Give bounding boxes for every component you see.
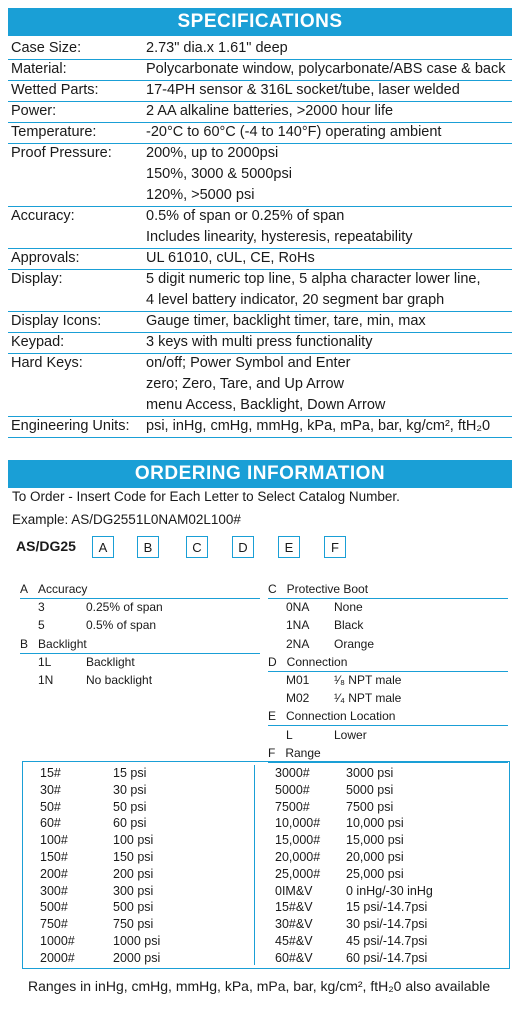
option-group-letter: A (20, 582, 29, 596)
range-description: 750 psi (113, 917, 154, 932)
range-description: 500 psi (113, 900, 154, 915)
range-code: 150# (40, 850, 68, 864)
range-code: 15#&V (275, 900, 313, 915)
range-description: 200 psi (113, 866, 154, 881)
code-letter-box: B (137, 536, 159, 558)
option-group-name: Connection Location (286, 709, 396, 724)
option-description: No backlight (86, 673, 153, 687)
option-description: ¹⁄₈ NPT male (334, 673, 402, 687)
spec-value (146, 206, 413, 248)
range-description: 3000 psi (346, 766, 394, 780)
range-description: 1000 psi (113, 934, 161, 948)
code-letter-box: A (92, 536, 114, 558)
range-description: 60 psi (113, 816, 147, 831)
range-code: 25,000# (275, 866, 321, 881)
option-description: Lower (334, 727, 367, 742)
range-code: 200# (40, 866, 68, 881)
spec-value-line: Gauge timer, backlight timer, tare, min, max (146, 313, 426, 329)
option-description: ¹⁄₄ NPT male (334, 691, 402, 706)
spec-value (146, 143, 292, 206)
spec-label: Proof Pressure: (11, 145, 112, 161)
spec-value-line: on/off; Power Symbol and Enter (146, 355, 351, 371)
spec-label: Approvals: (11, 250, 80, 266)
range-divider (254, 765, 255, 965)
option-group-header (268, 580, 508, 599)
spec-value-line: 0.5% of span or 0.25% of span (146, 208, 345, 224)
range-description: 0 inHg/-30 inHg (346, 883, 433, 898)
spec-value (146, 269, 480, 311)
spec-value (146, 332, 372, 353)
spec-value-line: 2.73" dia.x 1.61" deep (146, 40, 288, 56)
spec-value (146, 59, 506, 80)
range-code: 7500# (275, 799, 310, 814)
range-description: 30 psi (113, 782, 147, 797)
range-description: 7500 psi (346, 799, 394, 814)
spec-value-line: 3 keys with multi press functionality (146, 334, 373, 350)
range-code: 2000# (40, 950, 75, 965)
spec-label: Case Size: (11, 40, 82, 56)
range-code: 1000# (40, 934, 75, 948)
option-group-name: Protective Boot (286, 582, 369, 596)
range-code: 15# (40, 766, 61, 780)
range-description: 45 psi/-14.7psi (346, 934, 428, 948)
option-group-name: Accuracy (38, 582, 88, 596)
spec-label: Hard Keys: (11, 355, 83, 371)
spec-value (146, 248, 315, 269)
spec-row (8, 416, 512, 438)
code-letter-box: C (186, 536, 208, 558)
spec-value (146, 38, 288, 59)
range-code: 300# (40, 883, 68, 898)
range-code: 30# (40, 782, 61, 797)
spec-row (8, 122, 512, 144)
range-description: 25,000 psi (346, 866, 404, 881)
spec-label: Material: (11, 61, 67, 77)
spec-value-line: psi, inHg, cmHg, mmHg, kPa, mPa, bar, kg/cm², ftH₂0 (146, 418, 491, 434)
spec-row (8, 38, 512, 60)
code-letter-box: F (324, 536, 346, 558)
order-example: Example: AS/DG2551L0NAM02L100# (12, 512, 241, 527)
spec-label: Temperature: (11, 124, 97, 140)
option-group-letter: F (268, 745, 276, 760)
range-code: 500# (40, 900, 68, 915)
range-description: 10,000 psi (346, 816, 404, 831)
spec-label: Keypad: (11, 334, 65, 350)
range-description: 30 psi/-14.7psi (346, 917, 428, 932)
option-group-header (268, 744, 508, 763)
option-code: 1N (38, 673, 54, 687)
range-code: 60# (40, 816, 61, 831)
option-description: 0.25% of span (86, 600, 163, 615)
range-description: 300 psi (113, 883, 154, 898)
spec-value (146, 122, 441, 143)
range-description: 2000 psi (113, 950, 161, 965)
option-group-letter: D (268, 654, 277, 669)
spec-row (8, 269, 512, 312)
option-description: Black (334, 618, 364, 633)
option-group-name: Connection (286, 654, 348, 669)
range-code: 60#&V (275, 950, 313, 965)
spec-row (8, 311, 512, 333)
spec-label: Power: (11, 103, 57, 119)
range-description: 15 psi (113, 766, 147, 780)
option-group-header (20, 635, 260, 654)
option-group-header (20, 580, 260, 599)
spec-value (146, 311, 426, 332)
code-letter-box: E (278, 536, 300, 558)
option-group-header (268, 707, 508, 726)
range-code: 10,000# (275, 816, 321, 831)
range-code: 750# (40, 917, 68, 932)
option-description: None (334, 600, 363, 615)
range-description: 5000 psi (346, 782, 394, 797)
range-description: 15 psi/-14.7psi (346, 900, 428, 915)
spec-label: Engineering Units: (11, 418, 130, 434)
spec-value-line: zero; Zero, Tare, and Up Arrow (146, 376, 344, 392)
order-instruction: To Order - Insert Code for Each Letter to Select Catalog Number. (12, 489, 400, 504)
option-code: 5 (38, 618, 45, 633)
spec-value (146, 101, 393, 122)
option-code: 0NA (286, 600, 310, 615)
range-description: 20,000 psi (346, 850, 404, 864)
spec-row (8, 248, 512, 270)
spec-value (146, 80, 460, 101)
range-description: 60 psi/-14.7psi (346, 950, 428, 965)
spec-label: Display Icons: (11, 313, 102, 329)
range-description: 150 psi (113, 850, 154, 864)
spec-value-line: 4 level battery indicator, 20 segment bar graph (146, 292, 445, 308)
code-prefix: AS/DG25 (16, 538, 76, 554)
option-description: 0.5% of span (86, 618, 157, 633)
ranges-footnote: Ranges in inHg, cmHg, mmHg, kPa, mPa, bar, kg/cm², ftH₂0 also available (28, 978, 491, 994)
option-code: M02 (286, 691, 310, 706)
spec-row (8, 59, 512, 81)
ordering-information-banner: ORDERING INFORMATION (8, 460, 512, 488)
option-code: 1L (38, 654, 52, 669)
spec-value-line: Polycarbonate window, polycarbonate/ABS case & back (146, 61, 506, 77)
option-group-letter: B (20, 636, 29, 651)
range-code: 45#&V (275, 934, 313, 948)
spec-value-line: 150%, 3000 & 5000psi (146, 166, 292, 182)
spec-value-line: 200%, up to 2000psi (146, 145, 279, 161)
range-code: 0IM&V (275, 883, 313, 898)
option-description: Orange (334, 636, 375, 651)
option-group-letter: C (268, 582, 277, 596)
option-code: 2NA (286, 636, 310, 651)
option-group-letter: E (268, 709, 277, 724)
range-code: 15,000# (275, 833, 321, 848)
spec-value (146, 416, 490, 437)
range-code: 30#&V (275, 917, 313, 932)
spec-value-line: Includes linearity, hysteresis, repeatability (146, 229, 413, 245)
spec-value-line: UL 61010, cUL, CE, RoHs (146, 250, 315, 266)
range-code: 5000# (275, 782, 310, 797)
spec-row (8, 80, 512, 102)
spec-row (8, 353, 512, 417)
spec-value-line: -20°C to 60°C (-4 to 140°F) operating ambient (146, 124, 442, 140)
range-code: 100# (40, 833, 68, 848)
option-description: Backlight (86, 654, 135, 669)
spec-value-line: menu Access, Backlight, Down Arrow (146, 397, 386, 413)
spec-value-line: 17-4PH sensor & 316L socket/tube, laser welded (146, 82, 460, 98)
spec-row (8, 206, 512, 249)
spec-label: Display: (11, 271, 63, 287)
option-code: M01 (286, 673, 310, 687)
spec-label: Accuracy: (11, 208, 75, 224)
option-code: L (286, 727, 293, 742)
spec-value-line: 2 AA alkaline batteries, >2000 hour life (146, 103, 394, 119)
range-description: 50 psi (113, 799, 147, 814)
spec-value-line: 120%, >5000 psi (146, 187, 255, 203)
option-code: 3 (38, 600, 45, 615)
option-group-name: Backlight (38, 636, 87, 651)
range-code: 20,000# (275, 850, 321, 864)
option-code: 1NA (286, 618, 310, 633)
spec-label: Wetted Parts: (11, 82, 99, 98)
range-code: 3000# (275, 766, 310, 780)
spec-row (8, 101, 512, 123)
range-description: 100 psi (113, 833, 154, 848)
range-table (22, 761, 510, 969)
spec-row (8, 143, 512, 207)
range-code: 50# (40, 799, 61, 814)
specifications-banner: SPECIFICATIONS (8, 8, 512, 36)
spec-value-line: 5 digit numeric top line, 5 alpha character lower line, (146, 271, 481, 287)
option-group-name: Range (285, 745, 321, 760)
spec-value (146, 353, 385, 416)
code-letter-box: D (232, 536, 254, 558)
option-group-header (268, 653, 508, 672)
range-description: 15,000 psi (346, 833, 404, 848)
spec-row (8, 332, 512, 354)
